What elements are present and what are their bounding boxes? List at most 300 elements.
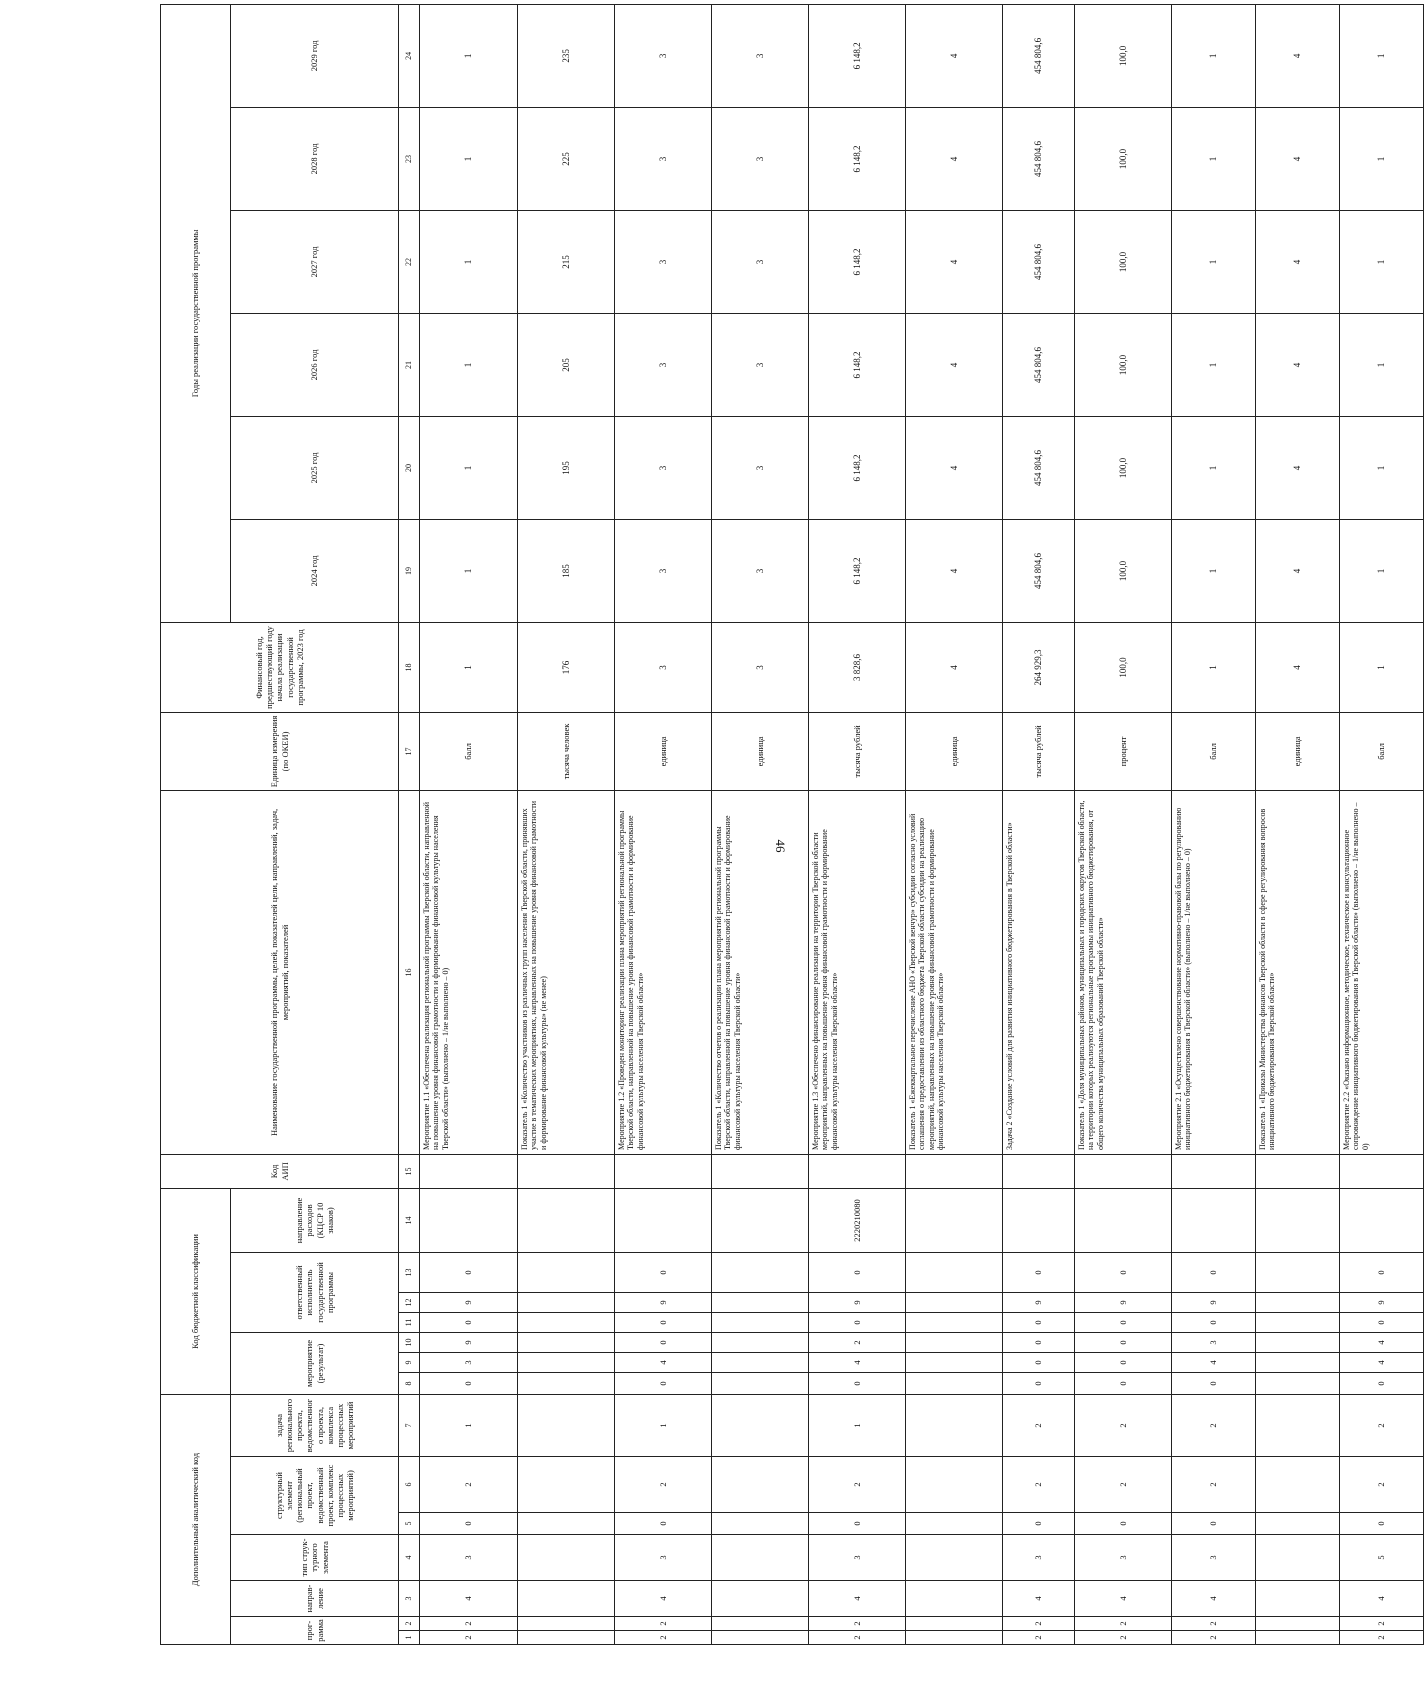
- row-code-digit: 0: [1075, 1513, 1172, 1535]
- column-number: 3: [399, 1581, 420, 1617]
- row-code-digit: 0: [1003, 1513, 1075, 1535]
- row-code-digit: [712, 1395, 809, 1457]
- table-row: [1003, 4, 1075, 1644]
- row-code-digit: 2: [420, 1631, 518, 1645]
- row-value: 454 804,6: [1003, 210, 1075, 313]
- row-code-digit: 9: [420, 1293, 518, 1313]
- row-code-digit: 2: [615, 1617, 712, 1631]
- row-code-digit: [518, 1617, 615, 1631]
- row-code-digit: 4: [1340, 1353, 1424, 1373]
- row-value: 4: [906, 107, 1003, 210]
- row-code-digit: 2: [1075, 1617, 1172, 1631]
- header-base-year: Финансовый год, предшествующий году начала реализации государственной программы, 2023 год: [161, 622, 399, 712]
- row-code-digit: 4: [615, 1581, 712, 1617]
- row-code-digit: 2: [1075, 1631, 1172, 1645]
- row-value: 4: [906, 519, 1003, 622]
- row-code-digit: [712, 1313, 809, 1333]
- row-code-digit: 1: [420, 1395, 518, 1457]
- row-value: 4: [906, 416, 1003, 519]
- header-aip: Код АИП: [161, 1154, 399, 1188]
- row-code-digit: 0: [1003, 1353, 1075, 1373]
- row-code-digit: 0: [615, 1333, 712, 1353]
- row-code-digit: 2: [1340, 1457, 1424, 1513]
- row-value: 454 804,6: [1003, 107, 1075, 210]
- row-code-digit: [906, 1188, 1003, 1252]
- row-value: 215: [518, 210, 615, 313]
- row-code-digit: [518, 1581, 615, 1617]
- table-row: [1340, 4, 1424, 1644]
- row-value: 3: [615, 4, 712, 107]
- row-code-digit: 0: [1172, 1373, 1256, 1395]
- row-code-digit: [1003, 1154, 1075, 1188]
- row-code-digit: 4: [1172, 1581, 1256, 1617]
- table-row: [906, 4, 1003, 1644]
- row-code-digit: [1256, 1617, 1340, 1631]
- table-row: [420, 4, 518, 1644]
- row-code-digit: 4: [1003, 1581, 1075, 1617]
- row-value: 6 148,2: [809, 210, 906, 313]
- row-code-digit: [712, 1154, 809, 1188]
- row-code-digit: 4: [615, 1353, 712, 1373]
- row-code-digit: [906, 1535, 1003, 1581]
- row-description: Задача 2 «Создание условий для развития инициативного бюджетирования в Тверской области»: [1003, 790, 1075, 1154]
- row-code-digit: 4: [1340, 1333, 1424, 1353]
- row-unit: единица: [906, 712, 1003, 790]
- row-unit: балл: [420, 712, 518, 790]
- header-direction: направ-ление: [231, 1581, 399, 1617]
- row-value: 454 804,6: [1003, 416, 1075, 519]
- row-code-digit: 2: [1340, 1631, 1424, 1645]
- row-code-digit: 2: [1003, 1617, 1075, 1631]
- row-code-digit: 0: [1172, 1253, 1256, 1293]
- row-code-digit: 0: [420, 1513, 518, 1535]
- row-code-digit: [712, 1535, 809, 1581]
- row-description: Показатель 1 «Доля муниципальных районов, муниципальных и городских округов Тверской области, на территории которых реализуются региональные программы инициативного бюджетирования, от общего количества муниципальных образований Тверской области»: [1075, 790, 1172, 1154]
- row-code-digit: [1075, 1154, 1172, 1188]
- row-value: 3: [712, 622, 809, 712]
- header-task: задача регионального проекта, ведомственного проекта, комплекса процессных мероприятий: [231, 1395, 399, 1457]
- row-code-digit: 0: [1003, 1373, 1075, 1395]
- column-number: 10: [399, 1333, 420, 1353]
- row-value: 235: [518, 4, 615, 107]
- row-code-digit: 0: [1075, 1253, 1172, 1293]
- row-code-digit: 0: [615, 1313, 712, 1333]
- row-code-digit: 0: [809, 1313, 906, 1333]
- row-value: 1: [1340, 622, 1424, 712]
- table-body: [420, 4, 1424, 1644]
- row-code-digit: 0: [615, 1373, 712, 1395]
- row-code-digit: [518, 1373, 615, 1395]
- row-value: 1: [1172, 313, 1256, 416]
- row-unit: тысяча рублей: [809, 712, 906, 790]
- row-value: 6 148,2: [809, 416, 906, 519]
- row-code-digit: 0: [1003, 1313, 1075, 1333]
- row-code-digit: 0: [420, 1373, 518, 1395]
- row-code-digit: [906, 1631, 1003, 1645]
- row-value: 100,0: [1075, 4, 1172, 107]
- row-value: 4: [1256, 210, 1340, 313]
- row-code-digit: [712, 1617, 809, 1631]
- row-code-digit: 2: [809, 1457, 906, 1513]
- row-value: 1: [420, 4, 518, 107]
- row-unit: тысяча рублей: [1003, 712, 1075, 790]
- row-code-digit: 9: [1340, 1293, 1424, 1313]
- row-code-digit: [518, 1395, 615, 1457]
- row-code-digit: 0: [1075, 1333, 1172, 1353]
- row-code-digit: 0: [809, 1373, 906, 1395]
- row-code-digit: 4: [809, 1353, 906, 1373]
- row-value: 195: [518, 416, 615, 519]
- row-value: 4: [906, 4, 1003, 107]
- row-code-digit: 0: [809, 1513, 906, 1535]
- page-number: 46: [773, 839, 788, 853]
- row-code-digit: [420, 1188, 518, 1252]
- row-value: 185: [518, 519, 615, 622]
- row-code-digit: [712, 1513, 809, 1535]
- row-value: 6 148,2: [809, 313, 906, 416]
- row-unit: балл: [1340, 712, 1424, 790]
- row-code-digit: 0: [1340, 1313, 1424, 1333]
- row-value: 454 804,6: [1003, 4, 1075, 107]
- row-description: Мероприятие 1.3 «Обеспечено финансирование реализации на территории Тверской области мероприятий, направленных на повышение уровня финансовой грамотности и формирование финансовой культуры населения Тверской области»: [809, 790, 906, 1154]
- row-code-digit: [712, 1373, 809, 1395]
- row-code-digit: [1003, 1188, 1075, 1252]
- row-code-digit: 0: [1340, 1253, 1424, 1293]
- row-code-digit: 2: [1003, 1631, 1075, 1645]
- row-value: 4: [906, 622, 1003, 712]
- row-code-digit: 2: [809, 1333, 906, 1353]
- row-code-digit: [1256, 1253, 1340, 1293]
- row-code-digit: 3: [420, 1535, 518, 1581]
- row-code-digit: [518, 1154, 615, 1188]
- row-unit: единица: [615, 712, 712, 790]
- row-code-digit: 4: [1340, 1581, 1424, 1617]
- row-code-digit: [1256, 1395, 1340, 1457]
- row-code-digit: [1256, 1154, 1340, 1188]
- row-code-digit: 4: [1075, 1581, 1172, 1617]
- row-value: 4: [1256, 107, 1340, 210]
- rotated-table-wrapper: [160, 37, 1387, 1645]
- row-code-digit: 9: [1003, 1293, 1075, 1313]
- row-value: 1: [1340, 107, 1424, 210]
- header-element-type: тип струк-турного элемента: [231, 1535, 399, 1581]
- row-code-digit: [712, 1457, 809, 1513]
- row-code-digit: [1075, 1188, 1172, 1252]
- header-year-2024: 2024 год: [231, 519, 399, 622]
- column-number: 17: [399, 712, 420, 790]
- row-value: 176: [518, 622, 615, 712]
- row-value: 100,0: [1075, 107, 1172, 210]
- header-unit: Единица измерения (по ОКЕИ): [161, 712, 399, 790]
- row-code-digit: [420, 1154, 518, 1188]
- column-number: 5: [399, 1513, 420, 1535]
- row-code-digit: [906, 1333, 1003, 1353]
- header-year-2028: 2028 год: [231, 107, 399, 210]
- row-value: 1: [1172, 416, 1256, 519]
- row-value: 3: [615, 416, 712, 519]
- row-code-digit: 3: [1172, 1535, 1256, 1581]
- row-code-digit: 0: [1075, 1353, 1172, 1373]
- column-number: 18: [399, 622, 420, 712]
- row-code-digit: [906, 1395, 1003, 1457]
- row-code-digit: [518, 1535, 615, 1581]
- row-unit: процент: [1075, 712, 1172, 790]
- column-number-row: [399, 4, 420, 1644]
- row-code-digit: 3: [1172, 1333, 1256, 1353]
- row-value: 1: [1340, 313, 1424, 416]
- row-code-digit: 4: [420, 1581, 518, 1617]
- header-executor: ответственный исполнитель государственной программы: [231, 1253, 399, 1333]
- row-value: 4: [1256, 4, 1340, 107]
- row-value: 6 148,2: [809, 519, 906, 622]
- row-value: 1: [1172, 622, 1256, 712]
- column-number: 23: [399, 107, 420, 210]
- row-code-digit: [906, 1253, 1003, 1293]
- row-value: 3: [615, 519, 712, 622]
- row-code-digit: [1256, 1373, 1340, 1395]
- row-code-digit: [906, 1617, 1003, 1631]
- row-code-digit: [906, 1373, 1003, 1395]
- row-code-digit: [1256, 1513, 1340, 1535]
- column-number: 8: [399, 1373, 420, 1395]
- row-code-digit: [906, 1457, 1003, 1513]
- row-code-digit: [1256, 1457, 1340, 1513]
- row-value: 1: [1340, 210, 1424, 313]
- row-code-digit: [906, 1513, 1003, 1535]
- header-event: мероприятие (результат): [231, 1333, 399, 1395]
- row-value: 3: [615, 313, 712, 416]
- row-code-digit: [712, 1333, 809, 1353]
- table-row: [712, 4, 809, 1644]
- row-description: Показатель 1 «Приказы Министерства финансов Тверской области в сфере регулирования вопросов инициативного бюджетирования Тверской области»: [1256, 790, 1340, 1154]
- row-value: 3: [712, 107, 809, 210]
- row-value: 100,0: [1075, 622, 1172, 712]
- row-code-digit: 0: [809, 1253, 906, 1293]
- row-code-digit: 0: [1075, 1313, 1172, 1333]
- row-code-digit: 2: [1003, 1457, 1075, 1513]
- row-code-digit: [712, 1581, 809, 1617]
- row-value: 1: [420, 416, 518, 519]
- row-value: 4: [906, 313, 1003, 416]
- row-code-digit: 2: [1075, 1457, 1172, 1513]
- row-code-digit: 2: [1172, 1631, 1256, 1645]
- header-year-2025: 2025 год: [231, 416, 399, 519]
- row-value: 6 148,2: [809, 4, 906, 107]
- row-description: Мероприятие 1.2 «Проведен мониторинг реализации плана мероприятий региональной программы Тверской области, направленной на повышение уровня финансовой грамотности и формирование финансовой культуры населения Тверской области»: [615, 790, 712, 1154]
- row-value: 1: [1340, 519, 1424, 622]
- row-code-digit: 3: [1075, 1535, 1172, 1581]
- row-code-digit: 4: [809, 1581, 906, 1617]
- column-number: 7: [399, 1395, 420, 1457]
- row-code-digit: [1256, 1188, 1340, 1252]
- row-description: Показатель 1 «Количество участников из различных групп населения Тверской области, принявших участие в тематических мероприятиях, направленных на повышение уровня финансовой грамотности и формирование финансовой культуры» (не менее): [518, 790, 615, 1154]
- row-value: 225: [518, 107, 615, 210]
- row-code-digit: [1172, 1154, 1256, 1188]
- row-code-digit: 2220210080: [809, 1188, 906, 1252]
- row-value: 4: [1256, 622, 1340, 712]
- row-code-digit: 3: [1003, 1535, 1075, 1581]
- row-code-digit: [518, 1293, 615, 1313]
- row-value: 1: [1172, 519, 1256, 622]
- row-code-digit: 9: [1172, 1293, 1256, 1313]
- row-code-digit: [518, 1353, 615, 1373]
- row-code-digit: [1256, 1631, 1340, 1645]
- column-number: 9: [399, 1353, 420, 1373]
- column-number: 24: [399, 4, 420, 107]
- row-value: 3: [712, 313, 809, 416]
- row-value: 3: [615, 210, 712, 313]
- row-value: 4: [906, 210, 1003, 313]
- row-value: 3: [712, 416, 809, 519]
- header-expense-direction: направление расходов (КЦСР 10 знаков): [231, 1188, 399, 1252]
- row-code-digit: [712, 1631, 809, 1645]
- row-code-digit: 0: [615, 1253, 712, 1293]
- row-code-digit: 3: [809, 1535, 906, 1581]
- row-code-digit: [518, 1457, 615, 1513]
- row-value: 1: [420, 107, 518, 210]
- row-value: 1: [1340, 4, 1424, 107]
- row-code-digit: 2: [420, 1457, 518, 1513]
- row-code-digit: [518, 1333, 615, 1353]
- table-row: [615, 4, 712, 1644]
- row-value: 1: [420, 519, 518, 622]
- row-code-digit: 2: [809, 1631, 906, 1645]
- row-code-digit: [712, 1253, 809, 1293]
- row-code-digit: [1256, 1535, 1340, 1581]
- row-code-digit: [1256, 1293, 1340, 1313]
- row-value: 100,0: [1075, 210, 1172, 313]
- header-year-2026: 2026 год: [231, 313, 399, 416]
- row-value: 1: [1340, 416, 1424, 519]
- row-value: 4: [1256, 519, 1340, 622]
- table-row: [518, 4, 615, 1644]
- column-number: 2: [399, 1617, 420, 1631]
- row-code-digit: 5: [1340, 1535, 1424, 1581]
- group-years: Годы реализации государственной программы: [161, 4, 231, 622]
- row-value: 454 804,6: [1003, 313, 1075, 416]
- row-code-digit: 2: [809, 1617, 906, 1631]
- row-code-digit: [906, 1581, 1003, 1617]
- row-code-digit: 2: [1340, 1617, 1424, 1631]
- row-description: Показатель 1 «Ежеквартальное перечисление АНО «Тверской венчур» субсидии согласно условий соглашения о предоставлении из областного бюджета Тверской области субсидии на реализацию мероприятий, направленных на повышение уровня финансовой грамотности и формирование финансовой культуры населения Тверской области»: [906, 790, 1003, 1154]
- header-year-2029: 2029 год: [231, 4, 399, 107]
- row-value: 1: [1172, 210, 1256, 313]
- row-description: Мероприятие 2.1 «Осуществлено совершенствование нормативно-правовой базы по регулированию инициативного бюджетирования в Тверской области» (выполнено – 1/не выполнено – 0): [1172, 790, 1256, 1154]
- group-budget-code: Код бюджетной классификации: [161, 1188, 231, 1394]
- column-number: 6: [399, 1457, 420, 1513]
- row-value: 1: [420, 210, 518, 313]
- row-code-digit: [712, 1293, 809, 1313]
- row-description: Показатель 1 «Количество отчетов о реализации плана мероприятий региональной программы Тверской области, направленной на повышение уровня финансовой грамотности и формирование финансовой культуры населения Тверской области»: [712, 790, 809, 1154]
- row-code-digit: 0: [1340, 1373, 1424, 1395]
- header-year-2027: 2027 год: [231, 210, 399, 313]
- table-row: [1256, 4, 1340, 1644]
- row-code-digit: 3: [420, 1353, 518, 1373]
- column-number: 1: [399, 1631, 420, 1645]
- row-unit: единица: [712, 712, 809, 790]
- row-code-digit: 9: [420, 1333, 518, 1353]
- row-value: 1: [1172, 107, 1256, 210]
- row-code-digit: 0: [1003, 1253, 1075, 1293]
- row-description: Мероприятие 1.1 «Обеспечена реализация региональной программы Тверской области, направленной на повышение уровня финансовой грамотности и формирование финансовой культуры населения Тверской области» (выполнено – 1/не выполнено – 0): [420, 790, 518, 1154]
- program-table: [160, 4, 1424, 1645]
- header-name: Наименование государственной программы, целей, показателей цели, направлений, задач, мероприятий, показателей: [161, 790, 399, 1154]
- row-code-digit: [518, 1513, 615, 1535]
- row-code-digit: 2: [1172, 1457, 1256, 1513]
- row-code-digit: [1256, 1353, 1340, 1373]
- row-unit: балл: [1172, 712, 1256, 790]
- column-number: 15: [399, 1154, 420, 1188]
- column-number: 11: [399, 1313, 420, 1333]
- header-program: прог-рамма: [231, 1617, 399, 1645]
- row-value: 1: [420, 622, 518, 712]
- row-value: 3: [615, 622, 712, 712]
- table-row: [1172, 4, 1256, 1644]
- row-code-digit: [712, 1188, 809, 1252]
- column-number: 14: [399, 1188, 420, 1252]
- row-unit: тысяча человек: [518, 712, 615, 790]
- row-code-digit: 0: [420, 1253, 518, 1293]
- row-code-digit: [1340, 1154, 1424, 1188]
- column-number: 12: [399, 1293, 420, 1313]
- row-value: 264 929,3: [1003, 622, 1075, 712]
- column-number: 20: [399, 416, 420, 519]
- row-description: Мероприятие 2.2 «Оказано информационное, методическое, техническое и консультационное сопровождение инициативного бюджетирования в Тверской области» (выполнено – 1/не выполнено – 0): [1340, 790, 1424, 1154]
- row-code-digit: 2: [1003, 1395, 1075, 1457]
- row-code-digit: 1: [809, 1395, 906, 1457]
- column-number: 13: [399, 1253, 420, 1293]
- row-code-digit: 3: [615, 1535, 712, 1581]
- row-value: 4: [1256, 313, 1340, 416]
- row-code-digit: 2: [1172, 1395, 1256, 1457]
- row-value: 4: [1256, 416, 1340, 519]
- row-code-digit: [615, 1188, 712, 1252]
- row-value: 3 828,6: [809, 622, 906, 712]
- row-code-digit: 2: [615, 1631, 712, 1645]
- column-number: 4: [399, 1535, 420, 1581]
- row-value: 454 804,6: [1003, 519, 1075, 622]
- row-code-digit: 2: [615, 1457, 712, 1513]
- row-value: 3: [712, 519, 809, 622]
- row-code-digit: 0: [1172, 1313, 1256, 1333]
- row-code-digit: 2: [420, 1617, 518, 1631]
- row-code-digit: [518, 1313, 615, 1333]
- row-code-digit: [1172, 1188, 1256, 1252]
- row-code-digit: [1340, 1188, 1424, 1252]
- row-value: 205: [518, 313, 615, 416]
- row-code-digit: [1256, 1313, 1340, 1333]
- row-code-digit: 1: [615, 1395, 712, 1457]
- row-value: 100,0: [1075, 416, 1172, 519]
- row-value: 100,0: [1075, 313, 1172, 416]
- row-code-digit: 9: [615, 1293, 712, 1313]
- row-code-digit: 0: [1003, 1333, 1075, 1353]
- row-value: 6 148,2: [809, 107, 906, 210]
- row-code-digit: 0: [1340, 1513, 1424, 1535]
- row-code-digit: 0: [1075, 1373, 1172, 1395]
- row-code-digit: [518, 1631, 615, 1645]
- row-value: 1: [420, 313, 518, 416]
- table-row: [1075, 4, 1172, 1644]
- column-number: 22: [399, 210, 420, 313]
- row-code-digit: [712, 1353, 809, 1373]
- row-code-digit: 0: [615, 1513, 712, 1535]
- row-code-digit: [906, 1154, 1003, 1188]
- row-code-digit: 4: [1172, 1353, 1256, 1373]
- row-code-digit: [906, 1313, 1003, 1333]
- row-code-digit: [906, 1353, 1003, 1373]
- row-code-digit: 0: [1172, 1513, 1256, 1535]
